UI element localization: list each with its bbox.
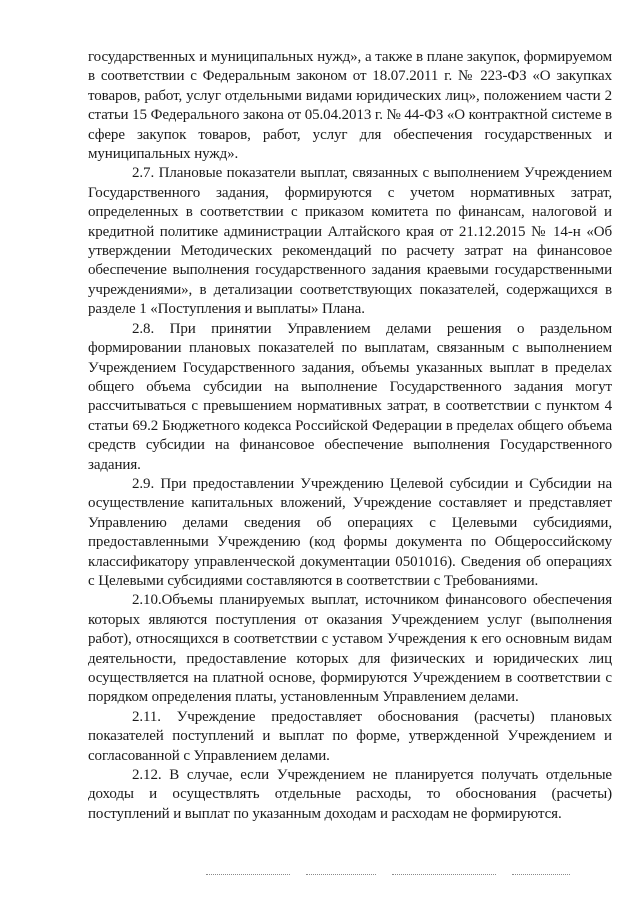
footer-divider [392, 874, 496, 875]
paragraph-2-9: 2.9. При предоставлении Учреждению Целевой субсидии и Субсидии на осуществление капитальных вложений, Учреждение составляет и представляет Управлению делами сведения об операциях с Целевыми субсидиями, предоставленными Учреждению (код формы документа по Общероссийскому классификатору управленческой документации 0501016). Сведения об операциях с Целевыми субсидиями составляются в соответствии с Требованиями. [88, 475, 612, 589]
footer-divider [206, 874, 290, 875]
paragraph-2-8: 2.8. При принятии Управлением делами решения о раздельном формировании плановых показателей по выплатам, связанным с выполнением Учреждением Государственного задания, объемы указанных выплат в пределах общего объема субсидии на выполнение Государственного задания могут рассчитываться с превышением нормативных затрат, в соответствии с пунктом 4 статьи 69.2 Бюджетного кодекса Российской Федерации в пределах общего объема средств субсидии на финансовое обеспечение выполнения Государственного задания. [88, 320, 612, 473]
footer-divider [306, 874, 376, 875]
paragraph-2-11: 2.11. Учреждение предоставляет обоснования (расчеты) плановых показателей поступлений и выплат по форме, утвержденной Учреждением и согласованной с Управлением делами. [88, 708, 612, 764]
paragraph-continuation: государственных и муниципальных нужд», а также в плане закупок, формируемом в соответствии с Федеральным законом от 18.07.2011 г. № 223-ФЗ «О закупках товаров, работ, услуг отдельными видами юридических лиц», положением части 2 статьи 15 Федерального закона от 05.04.2013 г. № 44-ФЗ «О контрактной системе в сфере закупок товаров, работ, услуг для обеспечения государственных и муниципальных нужд». [88, 49, 613, 163]
paragraph-2-12: 2.12. В случае, если Учреждением не планируется получать отдельные доходы и осуществлять отдельные расходы, то обоснования (расчеты) поступлений и выплат по указанным доходам и расходам не формируются. [88, 767, 612, 822]
document-body [88, 48, 612, 824]
paragraph-2-10: 2.10.Объемы планируемых выплат, источником финансового обеспечения которых являются поступления от оказания Учреждением услуг (выполнения работ), относящихся в соответствии с уставом Учреждения к его основным видам деятельности, предоставление которых для физических и юридических лиц осуществляется на платной основе, формируются Учреждением в соответствии с порядком определения платы, установленным Управлением делами. [88, 592, 612, 706]
paragraph-2-7: 2.7. Плановые показатели выплат, связанных с выполнением Учреждением Государственного задания, формируются с учетом нормативных затрат, определенных в соответствии с приказом комитета по финансам, налоговой и кредитной политике администрации Алтайского края от 21.12.2015 № 14-н «Об утверждении Методических рекомендаций по расчету затрат на финансовое обеспечение выполнения государственного задания краевыми государственными учреждениями», в детализации соответствующих показателей, содержащихся в разделе 1 «Поступления и выплаты» Плана. [88, 165, 612, 318]
footer-divider [512, 874, 570, 875]
